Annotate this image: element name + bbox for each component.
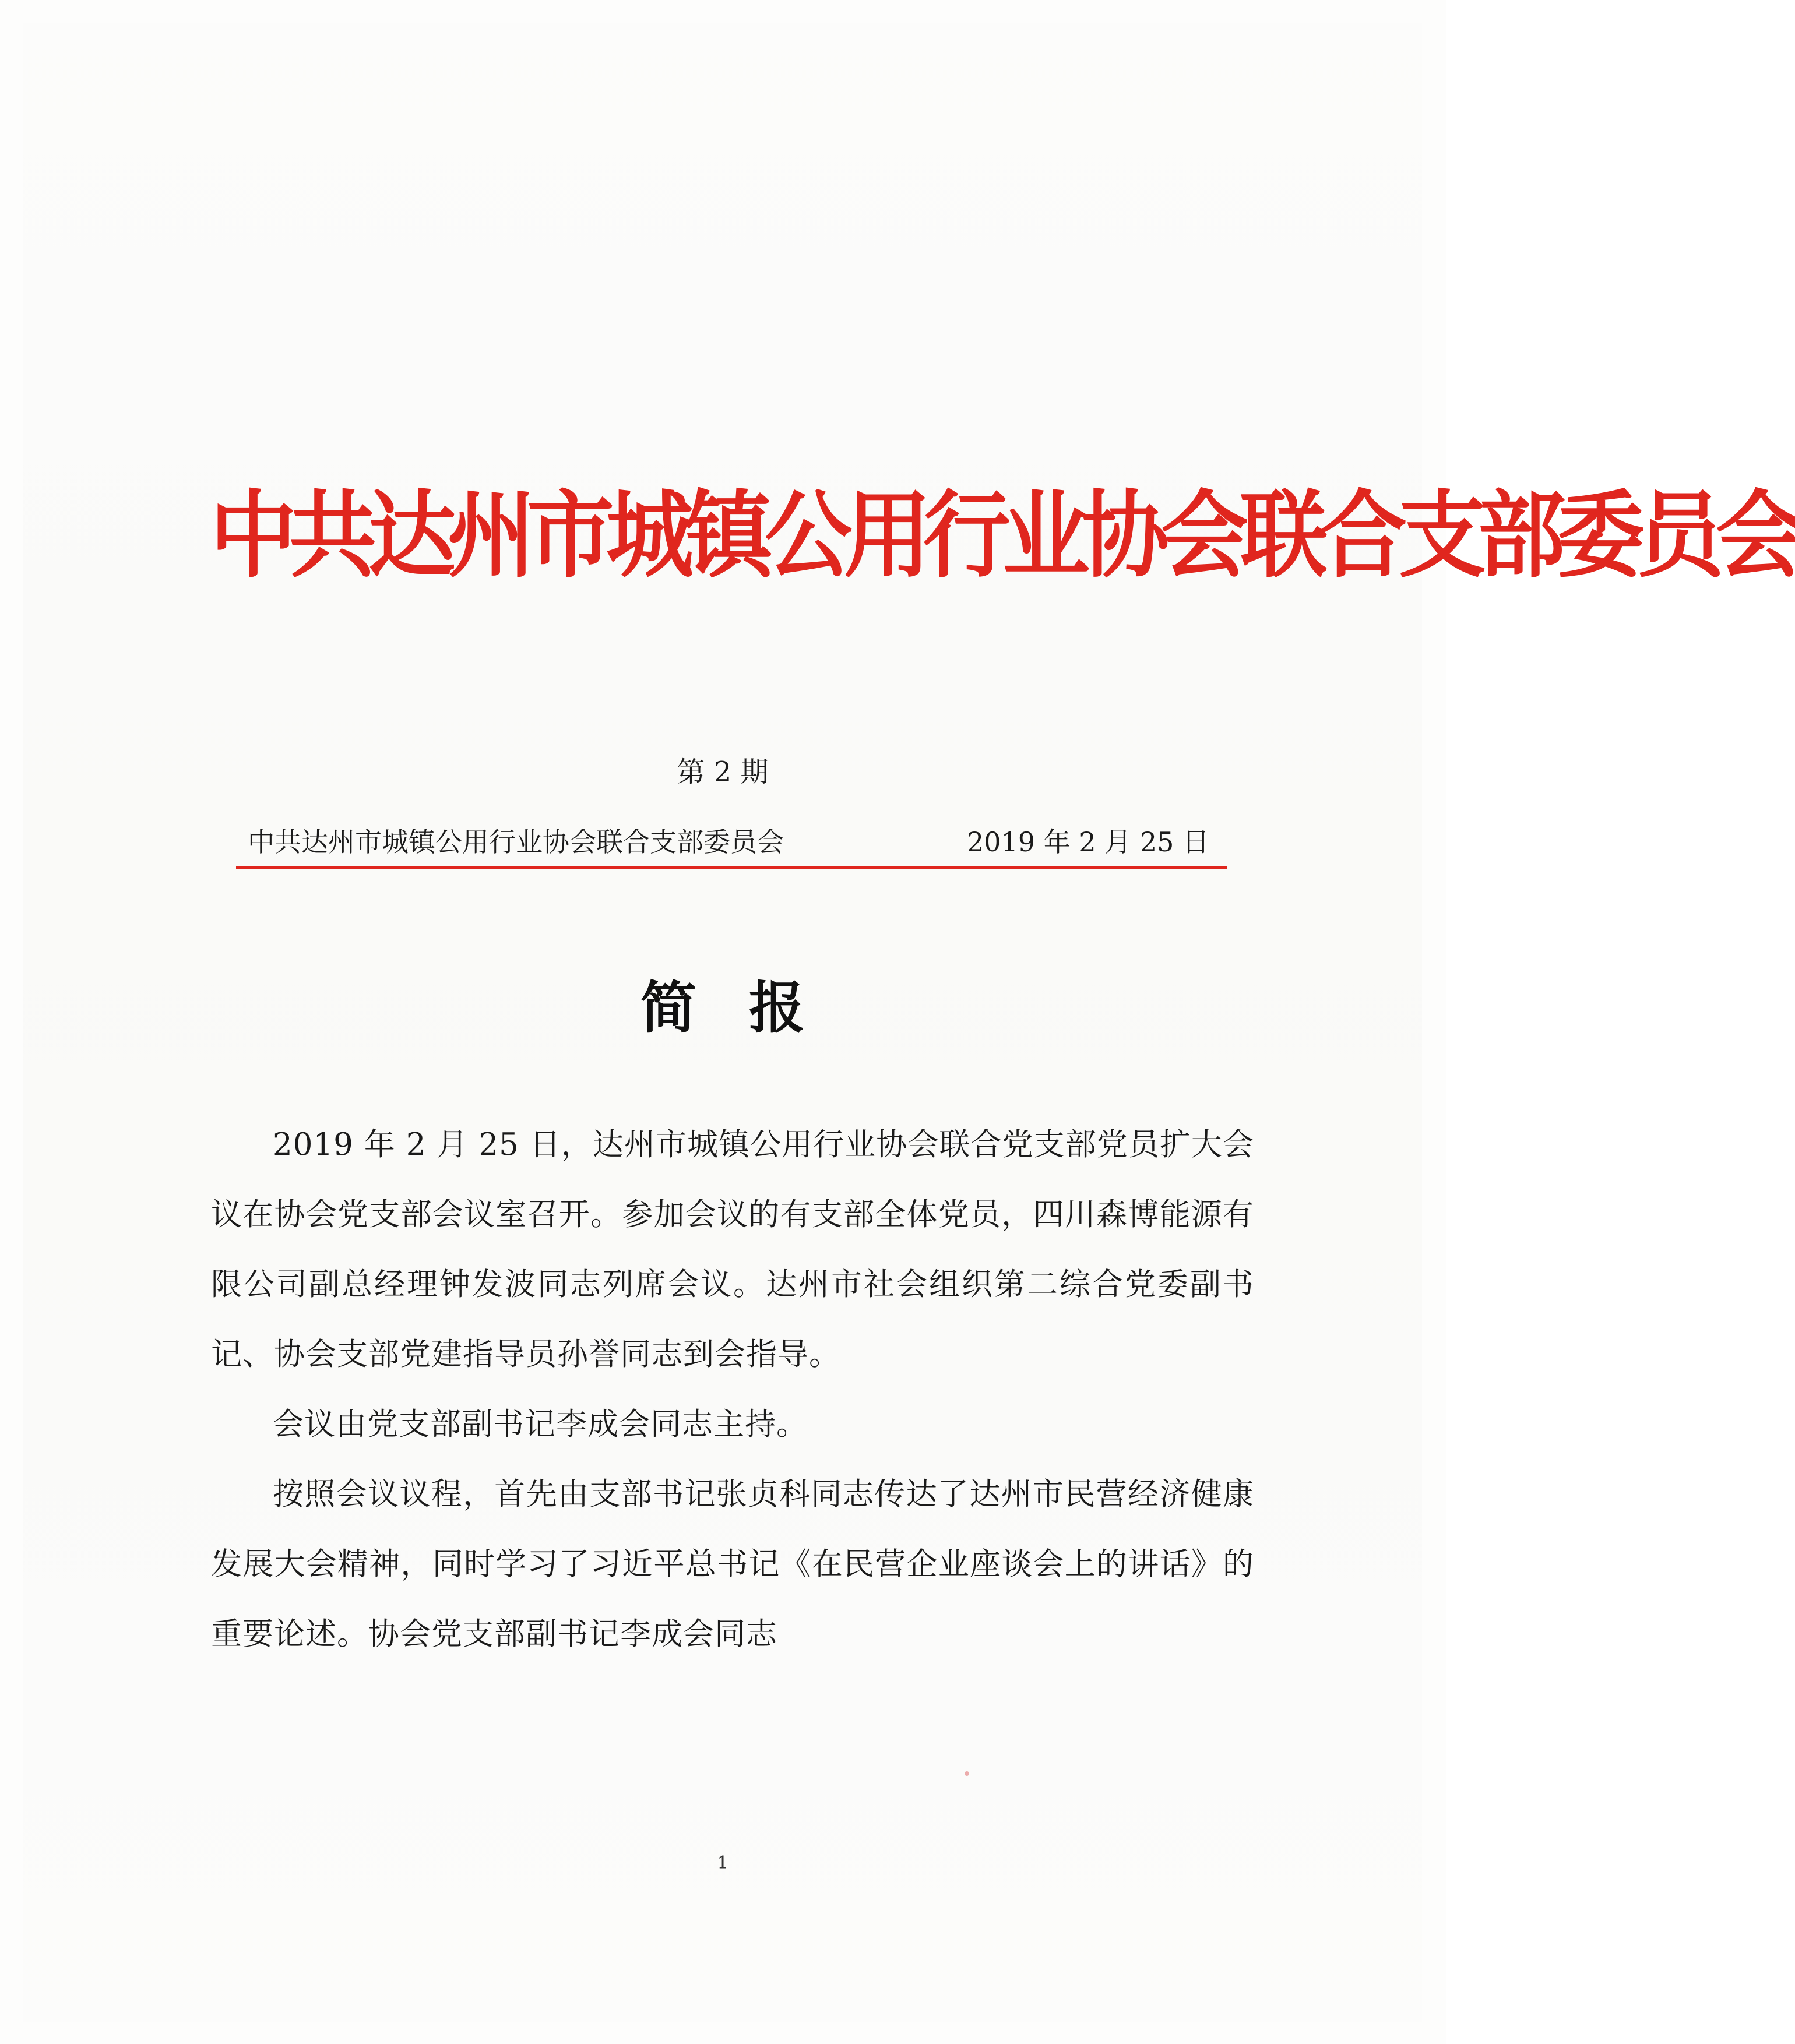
document-title: 简报	[640, 975, 857, 1041]
red-divider-line	[236, 866, 1227, 869]
body-paragraph: 按照会议议程，首先由支部书记张贞科同志传达了达州市民营经济健康发展大会精神，同时学习了习近平总书记《在民营企业座谈会上的讲话》的重要论述。协会党支部副书记李成会同志	[211, 1476, 1254, 1652]
body-paragraph: 2019 年 2 月 25 日，达州市城镇公用行业协会联合党支部党员扩大会议在协会党支部会议室召开。参加会议的有支部全体党员，四川森博能源有限公司副总经理钟发波同志列席会议。达州市社会组织第二综合党委副书记、协会支部党建指导员孙誉同志到会指导。	[211, 1127, 1254, 1372]
issuer-name: 中共达州市城镇公用行业协会联合支部委员会	[248, 826, 784, 858]
issuer-date-line	[236, 822, 1227, 862]
scan-speck	[965, 1771, 969, 1776]
organization-title: 中共达州市城镇公用行业协会联合支部委员会	[210, 481, 1795, 591]
page-number: 1	[717, 1853, 728, 1873]
issue-date: 2019 年 2 月 25 日	[967, 826, 1209, 858]
issue-label: 第 2 期	[677, 756, 769, 788]
document-body	[211, 1110, 1254, 1669]
body-paragraph: 会议由党支部副书记李成会同志主持。	[273, 1407, 808, 1442]
